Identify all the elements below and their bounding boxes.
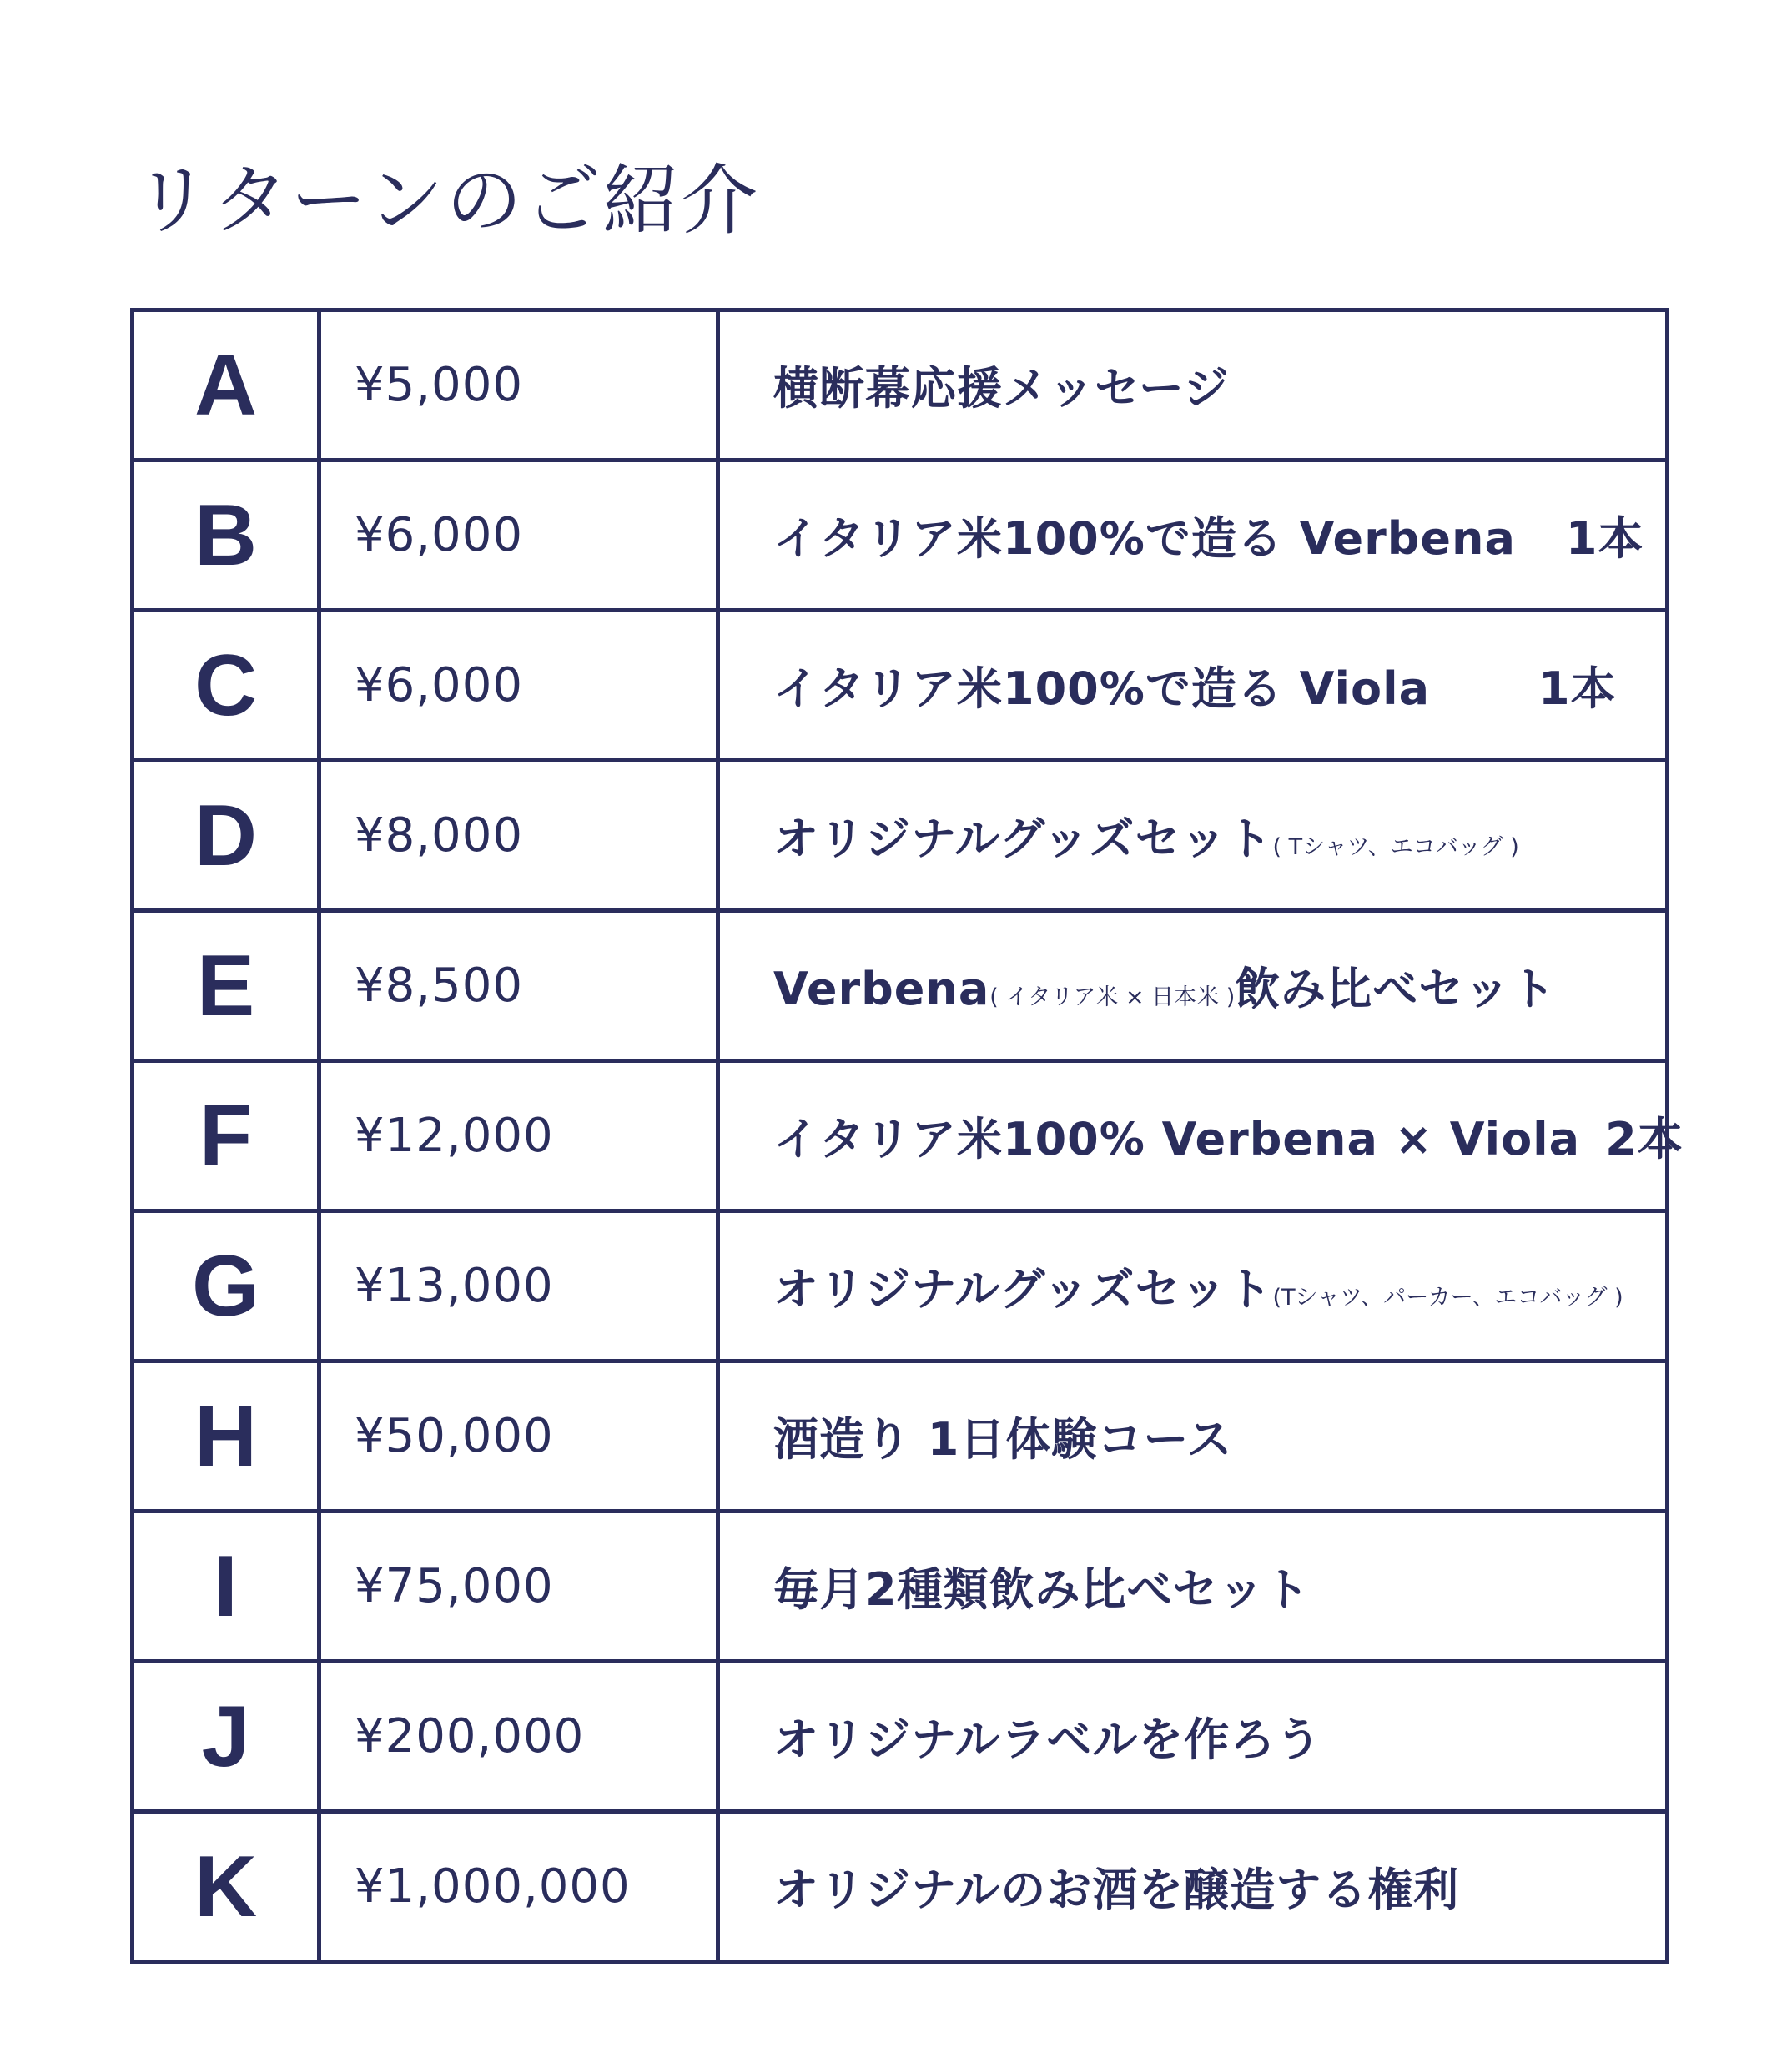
reward-price: ¥8,000	[320, 761, 718, 911]
reward-description: オリジナルグッズセット	[773, 1263, 1273, 1316]
reward-letter: E	[133, 911, 320, 1061]
reward-price: ¥200,000	[320, 1662, 718, 1812]
reward-letter: B	[133, 460, 320, 611]
table-row	[133, 460, 1668, 611]
reward-description-cell	[718, 611, 1668, 761]
reward-description: イタリア米100%で造る Verbena	[773, 512, 1516, 565]
reward-description: 横断幕応援メッセージ	[773, 362, 1230, 415]
table-row	[133, 1361, 1668, 1512]
reward-price: ¥6,000	[320, 460, 718, 611]
reward-quantity: 2本	[1605, 1113, 1684, 1165]
reward-description-cell	[718, 310, 1668, 460]
reward-price: ¥50,000	[320, 1361, 718, 1512]
table-row	[133, 611, 1668, 761]
reward-description-cell	[718, 1061, 1684, 1211]
reward-description-cell	[718, 761, 1668, 911]
reward-price: ¥1,000,000	[320, 1812, 718, 1962]
reward-letter: G	[133, 1211, 320, 1361]
reward-description-cell	[718, 460, 1668, 611]
reward-description: オリジナルのお酒を醸造する権利	[773, 1864, 1460, 1916]
reward-description: オリジナルラベルを作ろう	[773, 1713, 1322, 1766]
reward-description-prefix: Verbena	[773, 963, 990, 1015]
table-row	[133, 310, 1668, 460]
reward-description-cell	[718, 1812, 1668, 1962]
reward-quantity: 1本	[1538, 662, 1617, 715]
table-row	[133, 1211, 1668, 1361]
reward-price: ¥6,000	[320, 611, 718, 761]
table-row	[133, 1812, 1668, 1962]
reward-price: ¥75,000	[320, 1512, 718, 1662]
reward-description-cell	[718, 1211, 1668, 1361]
reward-letter: I	[133, 1512, 320, 1662]
reward-price: ¥8,500	[320, 911, 718, 1061]
reward-letter: J	[133, 1662, 320, 1812]
reward-description: イタリア米100%で造る Viola	[773, 662, 1431, 715]
reward-description-suffix: 飲み比べセット	[1235, 963, 1557, 1015]
reward-letter: C	[133, 611, 320, 761]
table-row	[133, 761, 1668, 911]
reward-description-cell	[718, 1361, 1668, 1512]
reward-description-cell	[718, 1512, 1668, 1662]
reward-description: 酒造り 1日体験コース	[773, 1413, 1233, 1466]
reward-note: ( Tシャツ、エコバッグ )	[1272, 834, 1519, 860]
reward-table	[130, 308, 1684, 1964]
reward-description: オリジナルグッズセット	[773, 813, 1273, 865]
reward-quantity: 1本	[1565, 512, 1644, 565]
reward-price: ¥13,000	[320, 1211, 718, 1361]
reward-description: イタリア米100% Verbena × Viola	[773, 1113, 1581, 1165]
reward-price: ¥12,000	[320, 1061, 718, 1211]
reward-note: ( イタリア米 × 日本米 )	[989, 984, 1236, 1010]
table-row	[133, 1662, 1668, 1812]
reward-letter: A	[133, 310, 320, 460]
table-row	[133, 911, 1668, 1061]
table-row	[133, 1061, 1668, 1211]
reward-letter: D	[133, 761, 320, 911]
reward-letter: F	[133, 1061, 320, 1211]
reward-description-cell	[718, 1662, 1668, 1812]
reward-description: 毎月2種類飲み比べセット	[773, 1563, 1311, 1616]
reward-letter: H	[133, 1361, 320, 1512]
reward-note: (Tシャツ、パーカー、エコバッグ )	[1272, 1285, 1623, 1311]
reward-price: ¥5,000	[320, 310, 718, 460]
reward-letter: K	[133, 1812, 320, 1962]
table-row	[133, 1512, 1668, 1662]
page-title: リターンのご紹介	[133, 156, 760, 245]
reward-description-cell	[718, 911, 1668, 1061]
